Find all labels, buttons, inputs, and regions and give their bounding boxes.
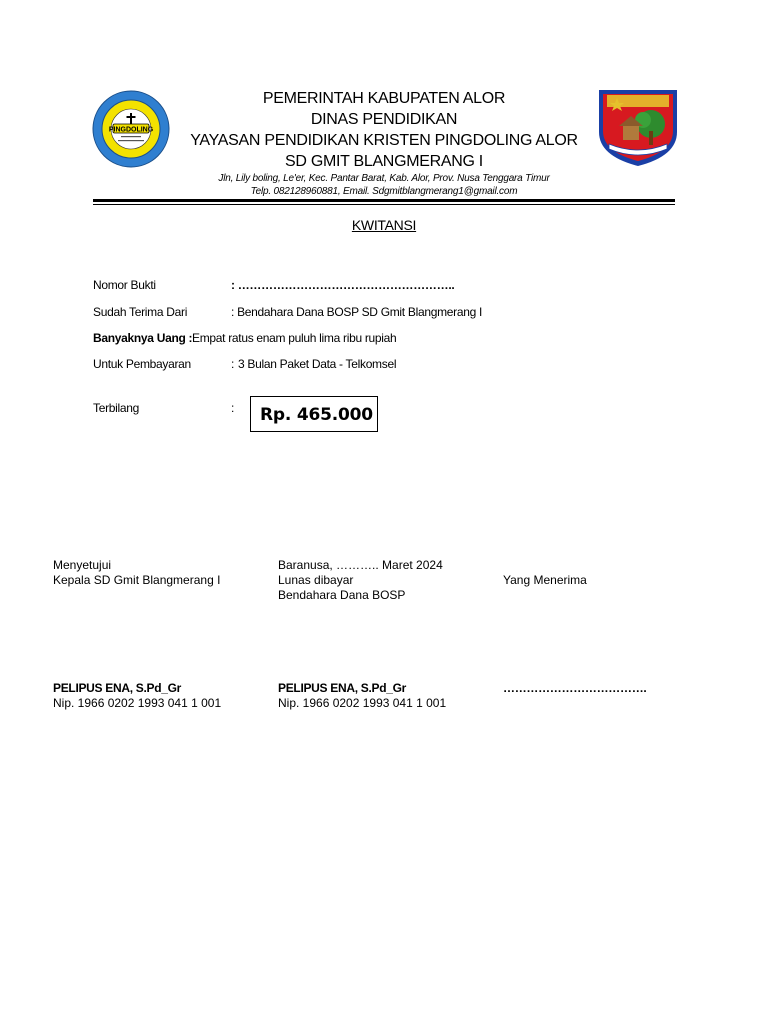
- document-title: KWITANSI: [351, 217, 417, 233]
- letterhead-department: DINAS PENDIDIKAN: [310, 111, 458, 128]
- signature-right-name-block: [503, 681, 646, 696]
- letterhead-address: Jln, Lily boling, Le'er, Kec. Pantar Barat, Kab. Alor, Prov. Nusa Tenggara Timur: [218, 173, 550, 184]
- sudah-terima-label: Sudah Terima Dari: [93, 305, 188, 319]
- principal-name: PELIPUS ENA, S.Pd_Gr: [53, 681, 182, 695]
- letterhead-divider-thin: [93, 204, 675, 205]
- letterhead-school: SD GMIT BLANGMERANG I: [285, 153, 483, 170]
- treasurer-name: PELIPUS ENA, S.Pd_Gr: [278, 681, 407, 695]
- signature-left: [53, 558, 220, 588]
- signature-left-name-block: [53, 681, 221, 711]
- paid-status: Lunas dibayar: [278, 573, 354, 587]
- banyaknya-uang-label: Banyaknya Uang :: [93, 331, 193, 345]
- nomor-bukti-value: : ………………………………………………..: [231, 278, 455, 292]
- amount-value: Rp. 465.000: [260, 405, 373, 425]
- untuk-pembayaran-value: 3 Bulan Paket Data - Telkomsel: [238, 357, 397, 371]
- signature-middle: [278, 558, 443, 603]
- treasurer-nip: Nip. 1966 0202 1993 041 1 001: [278, 696, 447, 710]
- approval-label: Menyetujui: [53, 558, 112, 572]
- principal-title: Kepala SD Gmit Blangmerang I: [53, 573, 221, 587]
- letterhead-contact: Telp. 082128960881, Email. Sdgmitblangmerang1@gmail.com: [250, 186, 518, 197]
- letterhead-government: PEMERINTAH KABUPATEN ALOR: [262, 90, 506, 107]
- letterhead-divider-thick: [93, 199, 675, 202]
- recipient-label: Yang Menerima: [503, 573, 587, 587]
- untuk-pembayaran-label: Untuk Pembayaran: [93, 357, 191, 371]
- untuk-pembayaran-colon: :: [231, 357, 235, 371]
- banyaknya-uang-value: Empat ratus enam puluh lima ribu rupiah: [192, 331, 397, 345]
- nomor-bukti-label: Nomor Bukti: [93, 278, 156, 292]
- signature-right: [503, 573, 587, 588]
- svg-text:PINGDOLING: PINGDOLING: [108, 126, 154, 134]
- principal-nip: Nip. 1966 0202 1993 041 1 001: [53, 696, 222, 710]
- letterhead-foundation: YAYASAN PENDIDIKAN KRISTEN PINGDOLING ALOR: [190, 132, 578, 149]
- terbilang-colon: :: [231, 401, 235, 415]
- sudah-terima-value: : Bendahara Dana BOSP SD Gmit Blangmerang I: [231, 305, 483, 319]
- place-date: Baranusa, ……….. Maret 2024: [278, 558, 443, 572]
- terbilang-label: Terbilang: [93, 401, 139, 415]
- amount-box: [250, 396, 378, 432]
- recipient-name-placeholder: ……………………………….: [503, 681, 647, 695]
- signature-middle-name-block: [278, 681, 446, 711]
- treasurer-title: Bendahara Dana BOSP: [278, 588, 406, 602]
